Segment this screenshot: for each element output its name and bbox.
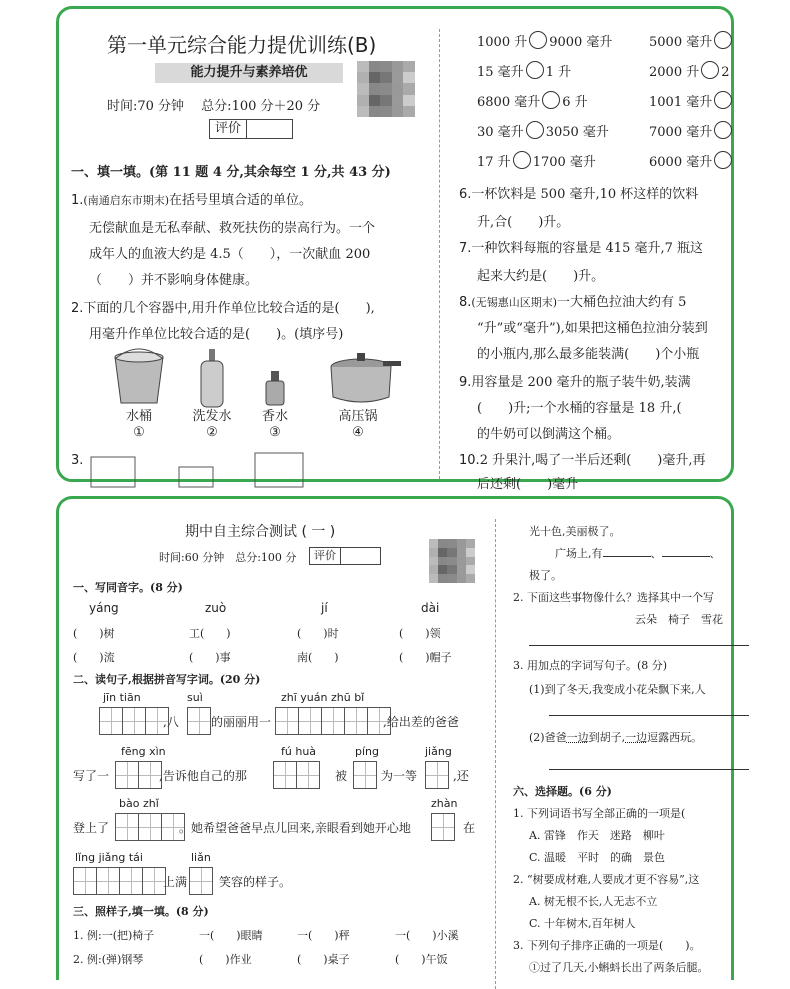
r-q3-2 xyxy=(529,729,702,745)
py-l2-b: fú huà xyxy=(281,745,317,758)
cmp-r-value-b: 2 xyxy=(721,65,730,80)
txt-l1-c: ,给出差的爸爸 xyxy=(383,715,459,729)
homophone-4a: ( )领 xyxy=(399,627,441,640)
q6-text1: 一杯饮料是 500 毫升,10 杯这样的饮料 xyxy=(471,187,699,202)
write-grid-7[interactable] xyxy=(425,761,448,789)
q2-line2: 用毫升作单位比较合适的是( )。(填序号) xyxy=(89,327,344,342)
txt-l1-b: 的丽丽用一 xyxy=(211,715,272,729)
q8-line1 xyxy=(459,291,686,310)
py-l2-a: fēng xìn xyxy=(121,745,166,758)
r-section-6: 六、选择题。(6 分) xyxy=(513,785,612,798)
cmp-r-value-a: 2000 升 xyxy=(649,65,700,80)
homophone-1a: ( )树 xyxy=(73,627,115,640)
measure-1b: 一( )秤 xyxy=(297,929,350,942)
txt-l3-b: 。她希望爸爸早点儿回来,亲眼看到她开心地 xyxy=(179,821,411,835)
txt-l3-c: 在 xyxy=(463,821,476,835)
py-l4-b: liǎn xyxy=(191,851,211,864)
verb-ex-2: 2. 例:(弹)钢琴 xyxy=(73,953,144,966)
r-s6-q3-1: ①过了几天,小蝌蚪长出了两条后腿。 xyxy=(529,961,709,974)
container-3-num: ③ xyxy=(269,425,281,440)
r-q3-2-e: 逗露西玩。 xyxy=(647,731,703,744)
column-divider xyxy=(439,29,440,479)
q3-number: 3. xyxy=(71,453,84,468)
container-2-name: 洗发水 xyxy=(192,409,232,424)
banner: 能力提升与素养培优 xyxy=(155,63,343,83)
write-grid-2[interactable] xyxy=(187,707,210,735)
q2-number: 2. xyxy=(71,301,84,316)
cmp-r-row xyxy=(649,91,734,110)
cmp-r-value-a: 7000 毫升 xyxy=(649,125,713,140)
cmp-r-value-a: 1001 毫升 xyxy=(649,95,713,110)
blank-2[interactable] xyxy=(662,556,710,557)
b-section-2: 二、读句子,根据拼音写字词。(20 分) xyxy=(73,673,261,686)
r-line2-sep2: 、 xyxy=(709,547,721,560)
q10-number: 10. xyxy=(459,453,480,468)
r-line2-a: 广场上,有 xyxy=(555,547,603,560)
txt-l4-b: 笑容的样子。 xyxy=(219,875,292,889)
worksheet-title: 第一单元综合能力提优训练(B) xyxy=(107,33,377,57)
txt-l3-a: 登上了 xyxy=(73,821,110,835)
write-grid-11[interactable] xyxy=(189,867,212,895)
compare-circle[interactable] xyxy=(526,121,544,139)
q1-number: 1. xyxy=(71,193,84,208)
q6-line2: 升,合( )升。 xyxy=(477,215,570,230)
container-2 xyxy=(187,409,237,441)
measure-1a: 一( )眼睛 xyxy=(199,929,263,942)
cmp-l-value-b: 6 升 xyxy=(562,95,588,110)
pinyin-4: dài xyxy=(421,601,440,615)
perfume-image xyxy=(263,369,287,409)
py-l2-c: píng xyxy=(355,745,379,758)
q8-line2: “升”或“毫升”),如果把这桶色拉油分装到 xyxy=(477,321,708,336)
cmp-l-value-b: 9000 毫升 xyxy=(549,35,613,50)
test-rating-label: 评价 xyxy=(310,548,341,564)
q2-line1 xyxy=(71,297,375,316)
txt-l2-b: ,告诉他自己的那 xyxy=(159,769,247,783)
cmp-l-value-b: 1700 毫升 xyxy=(532,155,596,170)
cmp-l-value-b: 3050 毫升 xyxy=(545,125,609,140)
q7-text1: 一种饮料每瓶的容量是 415 毫升,7 瓶这 xyxy=(471,241,704,256)
q10-line2: 后还剩( )毫升 xyxy=(477,477,579,492)
r-q3-1: (1)到了冬天,我变成小花朵飘下来,人 xyxy=(529,683,706,696)
r-q2: 2. 下面这些事物像什么？选择其中一个写 xyxy=(513,591,714,604)
py-l4-a: lǐng jiǎng tái xyxy=(75,851,143,864)
rating-label: 评价 xyxy=(210,120,247,138)
q7-line1 xyxy=(459,237,703,256)
top-worksheet-card xyxy=(56,6,734,492)
r-line1: 光十色,美丽极了。 xyxy=(529,525,621,538)
column-divider-2 xyxy=(495,519,496,989)
cmp-l-value-a: 6800 毫升 xyxy=(477,95,541,110)
txt-l2-d: 为一等 xyxy=(381,769,418,783)
cmp-l-value-a: 17 升 xyxy=(477,155,511,170)
q8-source: (无锡惠山区期末) xyxy=(471,296,557,309)
r-s6-q2: 2. “树要成材难,人要成才更不容易”,这 xyxy=(513,873,700,886)
container-1 xyxy=(119,409,159,441)
q1-source: (南通启东市期末) xyxy=(83,194,169,207)
verb-2c: ( )午饭 xyxy=(395,953,448,966)
txt-l4-a: 上满 xyxy=(163,875,188,889)
py-l3-b: zhàn xyxy=(431,797,458,810)
write-grid-9[interactable] xyxy=(431,813,454,841)
container-4 xyxy=(331,409,385,441)
cmp-l-value-a: 1000 升 xyxy=(477,35,528,50)
r-line2-sep1: 、 xyxy=(650,547,662,560)
cmp-l-row xyxy=(477,31,612,50)
answer-line-1[interactable] xyxy=(529,645,749,646)
compare-circle[interactable] xyxy=(513,151,531,169)
test-time-score: 时间:60 分钟 总分:100 分 xyxy=(159,551,297,564)
bottom-worksheet-card xyxy=(56,496,734,980)
qr-code-mosaic-2 xyxy=(429,539,475,583)
cmp-r-row xyxy=(649,31,734,50)
time-score: 时间:70 分钟 总分:100 分＋20 分 xyxy=(107,99,321,114)
r-s6-q3: 3. 下列句子排序正确的一项是( )。 xyxy=(513,939,701,952)
blank-1[interactable] xyxy=(603,556,651,557)
q6-line1 xyxy=(459,183,698,202)
measure-1c: 一( )小溪 xyxy=(395,929,459,942)
py-l2-d: jiǎng xyxy=(425,745,452,758)
cmp-l-row xyxy=(477,121,609,140)
cmp-r-row xyxy=(649,121,734,140)
r-s6-q1a: A. 雷锋 作天 迷路 柳叶 xyxy=(529,829,665,842)
b-section-1: 一、写同音字。(8 分) xyxy=(73,581,183,594)
homophone-3b: 南( ) xyxy=(297,651,339,664)
answer-line-2[interactable] xyxy=(549,715,749,716)
q9-line1 xyxy=(459,371,691,390)
compare-circle[interactable] xyxy=(714,31,732,49)
write-grid-3[interactable] xyxy=(275,707,390,735)
py-l1-b: suì xyxy=(187,691,203,704)
write-grid-4[interactable] xyxy=(115,761,161,789)
pinyin-1: yáng xyxy=(89,601,119,615)
q8-line3: 的小瓶内,那么最多能装满( )个小瓶 xyxy=(477,347,700,362)
homophone-1b: ( )流 xyxy=(73,651,115,664)
r-q3-2-a: (2)爸爸 xyxy=(529,731,567,744)
r-line3: 极了。 xyxy=(529,569,562,582)
homophone-3a: ( )时 xyxy=(297,627,339,640)
q7-number: 7. xyxy=(459,241,472,256)
cmp-l-row xyxy=(477,91,588,110)
r-q3-2-dot1: 一边 xyxy=(566,731,589,744)
container-3-name: 香水 xyxy=(261,409,288,424)
r-s6-q1: 1. 下列词语书写全部正确的一项是( xyxy=(513,807,686,820)
r-s6-q2c: C. 十年树木,百年树人 xyxy=(529,917,636,930)
verb-2a: ( )作业 xyxy=(199,953,252,966)
r-line2 xyxy=(555,545,721,561)
write-grid-5[interactable] xyxy=(273,761,319,789)
shampoo-image xyxy=(197,347,227,409)
txt-l2-e: ,还 xyxy=(453,769,469,783)
compare-circle[interactable] xyxy=(714,151,732,169)
q8-number: 8. xyxy=(459,295,472,310)
b-section-3: 三、照样子,填一填。(8 分) xyxy=(73,905,209,918)
txt-l2-a: 写了一 xyxy=(73,769,110,783)
cmp-r-row xyxy=(649,151,734,170)
section-1-heading: 一、填一填。(第 11 题 4 分,其余每空 1 分,共 43 分) xyxy=(71,165,391,180)
bucket-image xyxy=(109,347,169,407)
q9-line3: 的牛奶可以倒满这个桶。 xyxy=(477,427,621,442)
compare-circle[interactable] xyxy=(542,91,560,109)
q10-line1 xyxy=(459,449,706,468)
q2-text1: 下面的几个容器中,用升作单位比较合适的是( ), xyxy=(83,301,375,316)
rating-box[interactable] xyxy=(209,119,293,139)
cmp-r-value-a: 5000 毫升 xyxy=(649,35,713,50)
write-grid-10[interactable] xyxy=(73,867,165,895)
r-s6-q1c: C. 温暖 平时 的确 景色 xyxy=(529,851,666,864)
compare-circle[interactable] xyxy=(529,31,547,49)
cmp-l-value-a: 15 毫升 xyxy=(477,65,524,80)
py-l3-a: bào zhǐ xyxy=(119,797,159,810)
q7-line2: 起来大约是( )升。 xyxy=(477,269,605,284)
container-1-num: ① xyxy=(133,425,145,440)
container-4-num: ④ xyxy=(352,425,364,440)
q1-line3: 成年人的血液大约是 4.5（ ），一次献血 200 xyxy=(89,247,371,262)
test-title: 期中自主综合测试 ( 一 ) xyxy=(185,524,336,540)
answer-line-3[interactable] xyxy=(549,769,749,770)
r-q3-2-c: 到胡子, xyxy=(588,731,626,744)
measure-ex-1: 1. 例:一(把)椅子 xyxy=(73,929,155,942)
q10-text1: 2 升果汁,喝了一半后还剩( )毫升,再 xyxy=(479,453,706,468)
q1-line2: 无偿献血是无私奉献、救死扶伤的崇高行为。一个 xyxy=(89,221,376,236)
write-grid-1[interactable] xyxy=(99,707,168,735)
container-4-name: 高压锅 xyxy=(338,409,378,424)
compare-circle[interactable] xyxy=(526,61,544,79)
cmp-r-row xyxy=(649,61,730,80)
homophone-2a: 工( ) xyxy=(189,627,231,640)
beakers-image xyxy=(89,451,329,485)
compare-circle[interactable] xyxy=(714,91,732,109)
q9-line2: ( )升;一个水桶的容量是 18 升,( xyxy=(477,401,682,416)
homophone-2b: ( )事 xyxy=(189,651,231,664)
q6-number: 6. xyxy=(459,187,472,202)
pinyin-2: zuò xyxy=(205,601,227,615)
write-grid-8[interactable] xyxy=(115,813,184,841)
r-s6-q2a: A. 树无根不长,人无志不立 xyxy=(529,895,658,908)
q8-text1: 一大桶色拉油大约有 5 xyxy=(557,295,687,310)
cmp-l-row xyxy=(477,151,596,170)
cmp-r-value-a: 6000 毫升 xyxy=(649,155,713,170)
verb-2b: ( )桌子 xyxy=(297,953,350,966)
cmp-l-row xyxy=(477,61,571,80)
q1-text: 在括号里填合适的单位。 xyxy=(169,193,313,208)
q1-line4: （ ）并不影响身体健康。 xyxy=(89,273,259,288)
cmp-l-value-a: 30 毫升 xyxy=(477,125,524,140)
pinyin-3: jí xyxy=(321,601,328,615)
homophone-4b: ( )帽子 xyxy=(399,651,452,664)
compare-circle[interactable] xyxy=(701,61,719,79)
container-3 xyxy=(255,409,295,441)
pressure-cooker-image xyxy=(323,347,403,407)
qr-code-mosaic xyxy=(357,61,415,117)
py-l1-a: jīn tiān xyxy=(103,691,141,704)
q9-text1: 用容量是 200 毫升的瓶子装牛奶,装满 xyxy=(471,375,691,390)
txt-l2-c: 被 xyxy=(335,769,348,783)
r-q3-2-dot2: 一边 xyxy=(625,731,648,744)
compare-circle[interactable] xyxy=(714,121,732,139)
container-1-name: 水桶 xyxy=(125,409,152,424)
write-grid-6[interactable] xyxy=(353,761,376,789)
test-rating-box[interactable] xyxy=(309,547,381,565)
txt-l1-a: ,八 xyxy=(163,715,179,729)
r-q3: 3. 用加点的字词写句子。(8 分) xyxy=(513,659,668,672)
q9-number: 9. xyxy=(459,375,472,390)
r-q2-items: 云朵 椅子 雪花 xyxy=(635,613,723,626)
container-2-num: ② xyxy=(206,425,218,440)
cmp-l-value-b: 1 升 xyxy=(545,65,572,80)
py-l1-c: zhī yuán zhū bǐ xyxy=(281,691,365,704)
q1-line1 xyxy=(71,189,312,208)
